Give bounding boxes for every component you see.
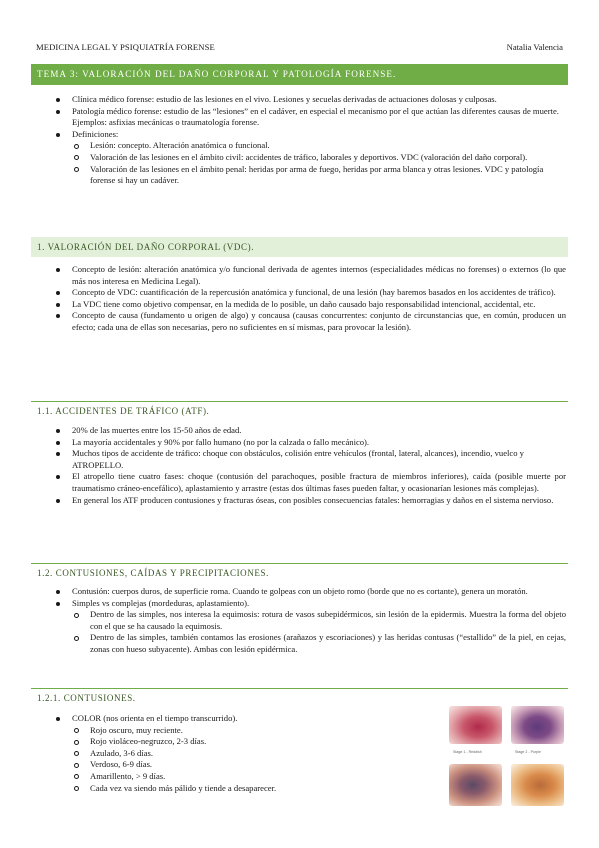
section-1-2-1-title: 1.2.1. CONTUSIONES. — [37, 693, 136, 703]
bruise-stages-figure — [447, 704, 568, 810]
list-item: Muchos tipos de accidente de tráfico: choque con obstáculos, colisión entre vehículos (frontal, lateral, alcances), incendio, vuelco y ATROPELLO. — [54, 448, 566, 471]
bruise-stage-4-image — [511, 764, 564, 806]
sub-list-item: Dentro de las simples, también contamos las erosiones (arañazos y escoriaciones) y las heridas contusas (“estallido” de la piel, en cejas, zonas con hueso subyacente). Ambas con lesión epidérmica. — [72, 632, 566, 655]
bruise-stage-3-image — [449, 764, 502, 806]
figure-caption: Stage 1 - Reddish — [453, 750, 482, 754]
color-stage-item: Amarillento, > 9 días. — [72, 771, 434, 783]
color-stage-item: Cada vez va siendo más pálido y tiende a desaparecer. — [72, 783, 434, 795]
section-1-1-title: 1.1. ACCIDENTES DE TRÁFICO (ATF). — [37, 406, 210, 416]
section-rule — [31, 401, 568, 402]
section-1-1-bullets — [54, 425, 566, 506]
definition-item: Lesión: concepto. Alteración anatómica o funcional. — [72, 140, 566, 152]
header-author: Natalia Valencia — [506, 42, 563, 52]
list-item: La mayoría accidentales y 90% por fallo humano (no por la calzada o fallo mecánico). — [54, 437, 566, 449]
list-item: Concepto de VDC: cuantificación de la repercusión anatómica y funcional, de una lesión (hay baremos basados en los accidentes de tráfico). — [54, 287, 566, 299]
list-item: El atropello tiene cuatro fases: choque (contusión del parachoques, posible fractura de miembros inferiores), caída (posible muerte por traumatismo cráneo-encefálico), aplastamiento y arrastre (estas dos últimas fases pueden faltar, y ocasionarían lesiones más complejas). — [54, 471, 566, 494]
list-item: Simples vs complejas (mordeduras, aplastamiento). — [54, 598, 566, 610]
section-1-title: 1. VALORACIÓN DEL DAÑO CORPORAL (VDC). — [31, 237, 568, 257]
color-stage-item: Verdoso, 6-9 días. — [72, 759, 434, 771]
topic-bullets — [54, 94, 566, 187]
list-item: COLOR (nos orienta en el tiempo transcurrido). — [54, 713, 434, 725]
list-item: En general los ATF producen contusiones y fracturas óseas, con posibles consecuencias fatales: hemorragias y daños en el sistema nervioso. — [54, 495, 566, 507]
bruise-stage-2-image — [511, 706, 564, 744]
section-rule — [31, 688, 568, 689]
list-item: Clínica médico forense: estudio de las lesiones en el vivo. Lesiones y secuelas derivadas de actuaciones dolosas y culposas. — [54, 94, 566, 106]
color-stage-item: Rojo violáceo-negruzco, 2-3 días. — [72, 736, 434, 748]
list-item: Concepto de lesión: alteración anatómica y/o funcional derivada de agentes internos (especialidades médicas no forenses) o externos (lo que más nos interesa en Medicina Legal). — [54, 264, 566, 287]
list-item: Concepto de causa (fundamento u origen de algo) y concausa (causas concurrentes: conjunto de circunstancias que, en común, producen un efecto; cada una de ellas son necesarias, pero no suficientes en sí mismas, para provocar la lesión). — [54, 310, 566, 333]
list-item: Patología médico forense: estudio de las “lesiones” en el cadáver, en especial el mecanismo por el que actúan las diferentes causas de muerte. Ejemplos: asfixias mecánicas o traumatología forense. — [54, 106, 566, 129]
section-1-2-bullets — [54, 586, 566, 656]
list-item: Definiciones: — [54, 129, 566, 141]
list-item: 20% de las muertes entre los 15-50 años de edad. — [54, 425, 566, 437]
header-course-title: MEDICINA LEGAL Y PSIQUIATRÍA FORENSE — [36, 42, 215, 52]
list-item: La VDC tiene como objetivo compensar, en la medida de lo posible, un daño causado bajo responsabilidad intencional, accidental, etc. — [54, 299, 566, 311]
section-1-2-1-bullets — [54, 713, 434, 794]
section-1-bullets — [54, 264, 566, 334]
definition-item: Valoración de las lesiones en el ámbito civil: accidentes de tráfico, laborales y deportivos. VDC (valoración del daño corporal). — [72, 152, 566, 164]
figure-caption: Stage 2 - Purple — [515, 750, 541, 754]
topic-title-band: TEMA 3: VALORACIÓN DEL DAÑO CORPORAL Y PATOLOGÍA FORENSE. — [31, 64, 568, 85]
sub-list-item: Dentro de las simples, nos interesa la equimosis: rotura de vasos subepidérmicos, sin lesión de la epidermis. Muestra la forma del objeto con el que se ha causado la equimosis. — [72, 609, 566, 632]
bruise-stage-1-image — [449, 706, 502, 744]
color-stage-item: Azulado, 3-6 días. — [72, 748, 434, 760]
list-item: Contusión: cuerpos duros, de superficie roma. Cuando te golpeas con un objeto romo (borde que no es cortante), genera un moratón. — [54, 586, 566, 598]
definition-item: Valoración de las lesiones en el ámbito penal: heridas por arma de fuego, heridas por arma blanca y otras lesiones. VDC y patología forense si hay un cadáver. — [72, 164, 566, 187]
section-rule — [31, 563, 568, 564]
color-stage-item: Rojo oscuro, muy reciente. — [72, 725, 434, 737]
section-1-2-title: 1.2. CONTUSIONES, CAÍDAS Y PRECIPITACIONES. — [37, 568, 269, 578]
